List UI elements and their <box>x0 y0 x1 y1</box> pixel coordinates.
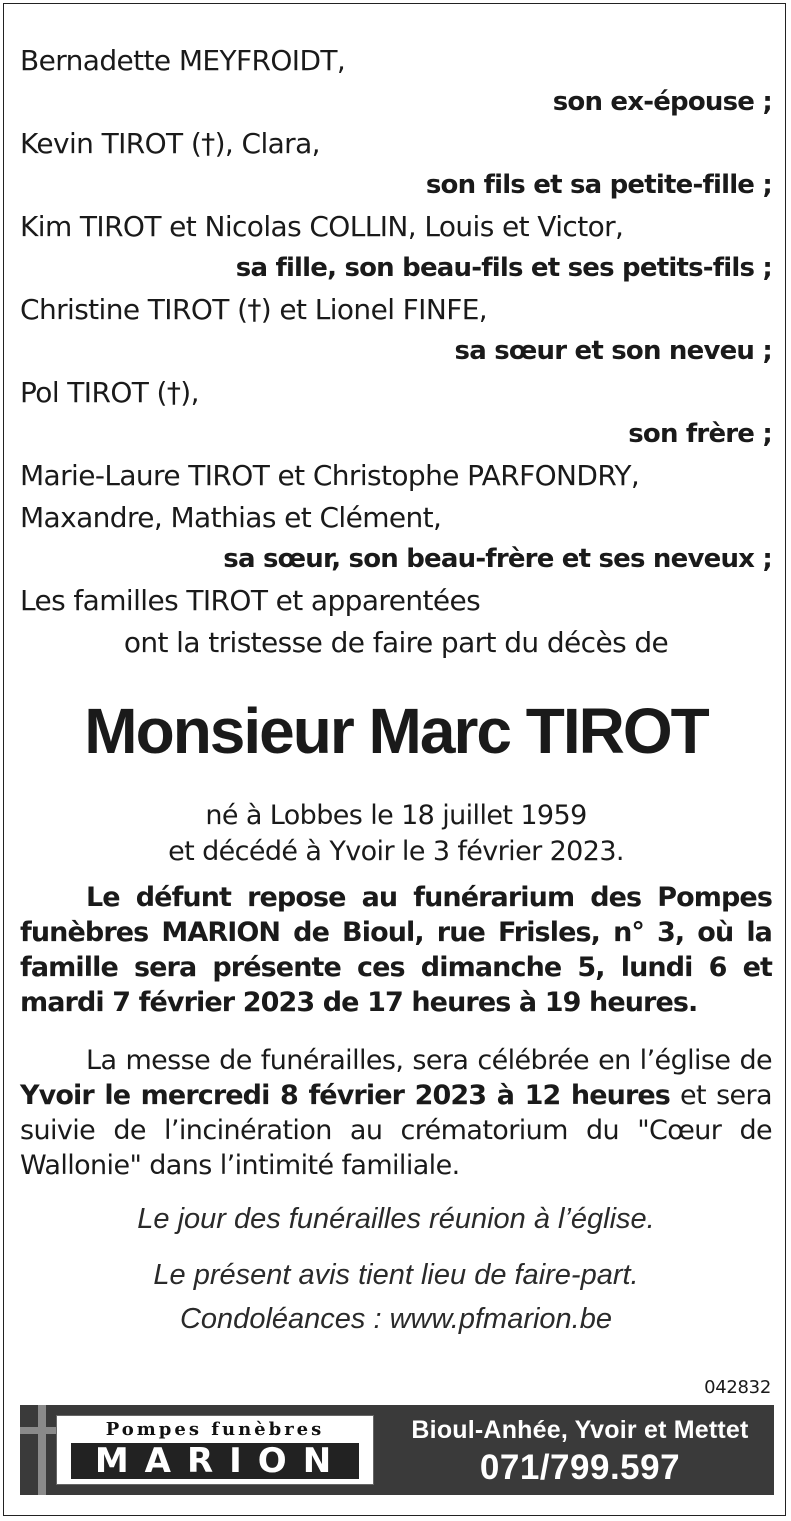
family-relation: sa sœur, son beau-frère et ses neveux ; <box>223 544 772 574</box>
deceased-name: Monsieur Marc TIROT <box>84 695 708 767</box>
reference-number: 042832 <box>704 1377 771 1398</box>
obituary-content <box>20 0 772 1341</box>
locations: Bioul-Anhée, Yvoir et Mettet <box>411 1416 749 1444</box>
birth-line: né à Lobbes le 18 juillet 1959 <box>205 800 587 831</box>
mass-text-2: et sera suivie de l’incinération au crématorium du "Cœur de Wallonie" dans l’intimité familiale. <box>20 1080 773 1181</box>
family-names: Bernadette MEYFROIDT, <box>20 44 346 77</box>
funeral-home-banner <box>20 1405 774 1495</box>
funeral-home-logo <box>56 1415 374 1485</box>
repose-paragraph <box>20 880 772 1020</box>
reunion-line: Le jour des funérailles réunion à l’église. <box>137 1203 655 1235</box>
family-names: Kim TIROT et Nicolas COLLIN, Louis et Victor, <box>20 210 624 243</box>
notice-line: Le présent avis tient lieu de faire-part. <box>153 1259 639 1291</box>
family-names: Kevin TIROT (†), Clara, <box>20 127 320 160</box>
death-line: et décédé à Yvoir le 3 février 2023. <box>168 836 624 867</box>
family-relation: son frère ; <box>628 419 772 449</box>
family-names: Marie-Laure TIROT et Christophe PARFONDRY, <box>20 459 640 492</box>
family-relation: sa sœur et son neveu ; <box>454 336 772 366</box>
logo-subtitle: Pompes funèbres <box>105 1419 325 1440</box>
announcement: ont la tristesse de faire part du décès de <box>123 626 669 659</box>
family-names: Maxandre, Mathias et Clément, <box>20 501 442 534</box>
repose-text: Le défunt repose au funérarium des Pompes funèbres MARION de Bioul, rue Frisles, n° 3, où la famille sera présente ces dimanche 5, lundi 6 et mardi 7 février 2023 de 17 heures à 19 heures. <box>20 882 772 1018</box>
family-names: Pol TIROT (†), <box>20 376 199 409</box>
family-relation: son fils et sa petite-fille ; <box>425 170 772 200</box>
logo-brand: MARION <box>71 1443 359 1479</box>
contact-block <box>395 1413 765 1489</box>
mass-text-1: La messe de funérailles, sera célébrée en l’église de <box>86 1045 772 1076</box>
family-relation: son ex-épouse ; <box>552 87 772 117</box>
family-relation: sa fille, son beau-fils et ses petits-fils ; <box>235 253 772 283</box>
family-names: Christine TIROT (†) et Lionel FINFE, <box>20 293 488 326</box>
mass-paragraph <box>20 1043 772 1183</box>
families-line: Les familles TIROT et apparentées <box>20 584 481 617</box>
phone-number: 071/799.597 <box>479 1448 681 1487</box>
condolences-line: Condoléances : www.pfmarion.be <box>179 1303 612 1335</box>
mass-date: Yvoir le mercredi 8 février 2023 à 12 heures <box>20 1080 670 1111</box>
cross-icon <box>38 1405 46 1495</box>
